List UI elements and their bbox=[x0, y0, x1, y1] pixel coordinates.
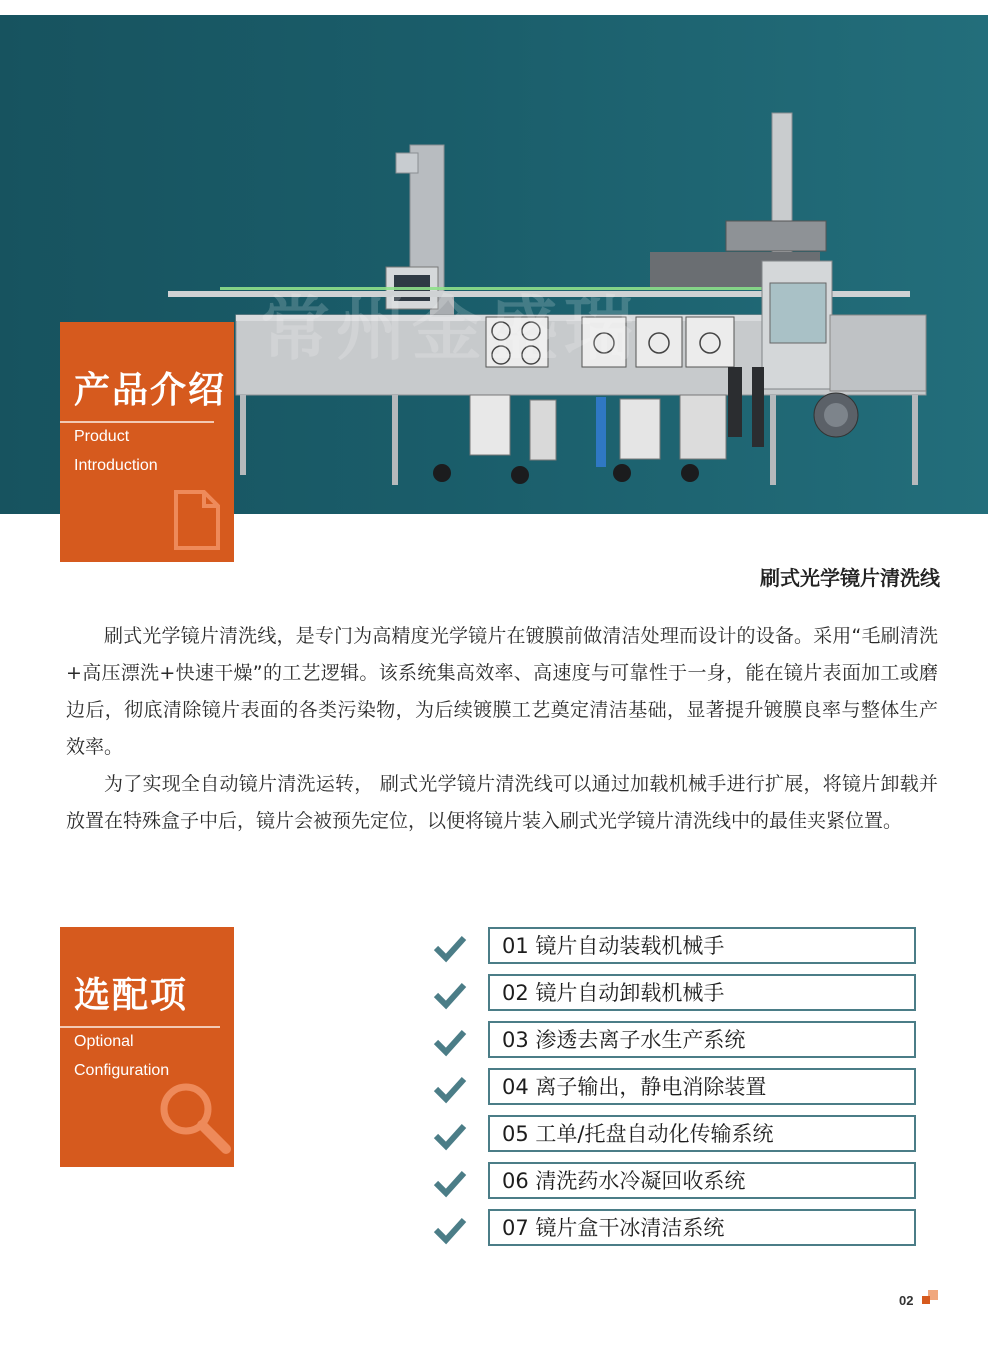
checkmark-icon bbox=[432, 1215, 468, 1245]
option-item-3: 03 渗透去离子水生产系统 bbox=[488, 1021, 916, 1058]
checkmark-icon bbox=[432, 933, 468, 963]
product-name-heading: 刷式光学镜片清洗线 bbox=[760, 566, 940, 590]
page-corner-squares-icon bbox=[920, 1290, 940, 1306]
option-item-7: 07 镜片盒干冰清洁系统 bbox=[488, 1209, 916, 1246]
watermark-text: 常州金盛瑞 bbox=[260, 288, 640, 370]
page-number: 02 bbox=[899, 1293, 914, 1308]
section-label-optional-configuration bbox=[60, 927, 234, 1167]
section-title-en-line1: Optional bbox=[74, 1033, 134, 1050]
option-item-2: 02 镜片自动卸载机械手 bbox=[488, 974, 916, 1011]
list-item bbox=[432, 974, 922, 1015]
section-title-en-line2: Configuration bbox=[74, 1062, 170, 1079]
option-item-5: 05 工单/托盘自动化传输系统 bbox=[488, 1115, 916, 1152]
list-item bbox=[432, 1115, 922, 1156]
section-title-en-line1: Product bbox=[74, 428, 130, 445]
checkmark-icon bbox=[432, 1121, 468, 1151]
list-item bbox=[432, 1162, 922, 1203]
checkmark-icon bbox=[432, 1027, 468, 1057]
list-item bbox=[432, 1209, 922, 1250]
intro-paragraph-2: 为了实现全自动镜片清洗运转， 刷式光学镜片清洗线可以通过加载机械手进行扩展，将镜片卸载并放置在特殊盒子中后，镜片会被预先定位，以便将镜片装入刷式光学镜片清洗线中的最佳夹紧位置。 bbox=[66, 773, 938, 832]
list-item bbox=[432, 927, 922, 968]
option-item-4: 04 离子输出，静电消除装置 bbox=[488, 1068, 916, 1105]
list-item bbox=[432, 1021, 922, 1062]
document-icon bbox=[172, 488, 222, 552]
options-list bbox=[432, 927, 922, 1256]
list-item bbox=[432, 1068, 922, 1109]
intro-paragraph-1: 刷式光学镜片清洗线，是专门为高精度光学镜片在镀膜前做清洁处理而设计的设备。采用“毛刷清洗+高压漂洗+快速干燥”的工艺逻辑。该系统集高效率、高速度与可靠性于一身，能在镜片表面加工或磨边后，彻底清除镜片表面的各类污染物，为后续镀膜工艺奠定清洁基础，显著提升镀膜良率与整体生产效率。 bbox=[66, 625, 938, 758]
checkmark-icon bbox=[432, 1074, 468, 1104]
checkmark-icon bbox=[432, 1168, 468, 1198]
checkmark-icon bbox=[432, 980, 468, 1010]
section-label-product-introduction bbox=[60, 322, 234, 562]
option-item-6: 06 清洗药水冷凝回收系统 bbox=[488, 1162, 916, 1199]
section-title-en-line2: Introduction bbox=[74, 457, 158, 474]
section-title-cn: 选配项 bbox=[74, 975, 189, 1016]
option-item-1: 01 镜片自动装载机械手 bbox=[488, 927, 916, 964]
magnifier-icon bbox=[154, 1077, 234, 1157]
intro-text bbox=[66, 618, 938, 840]
section-title-cn: 产品介绍 bbox=[74, 370, 227, 411]
